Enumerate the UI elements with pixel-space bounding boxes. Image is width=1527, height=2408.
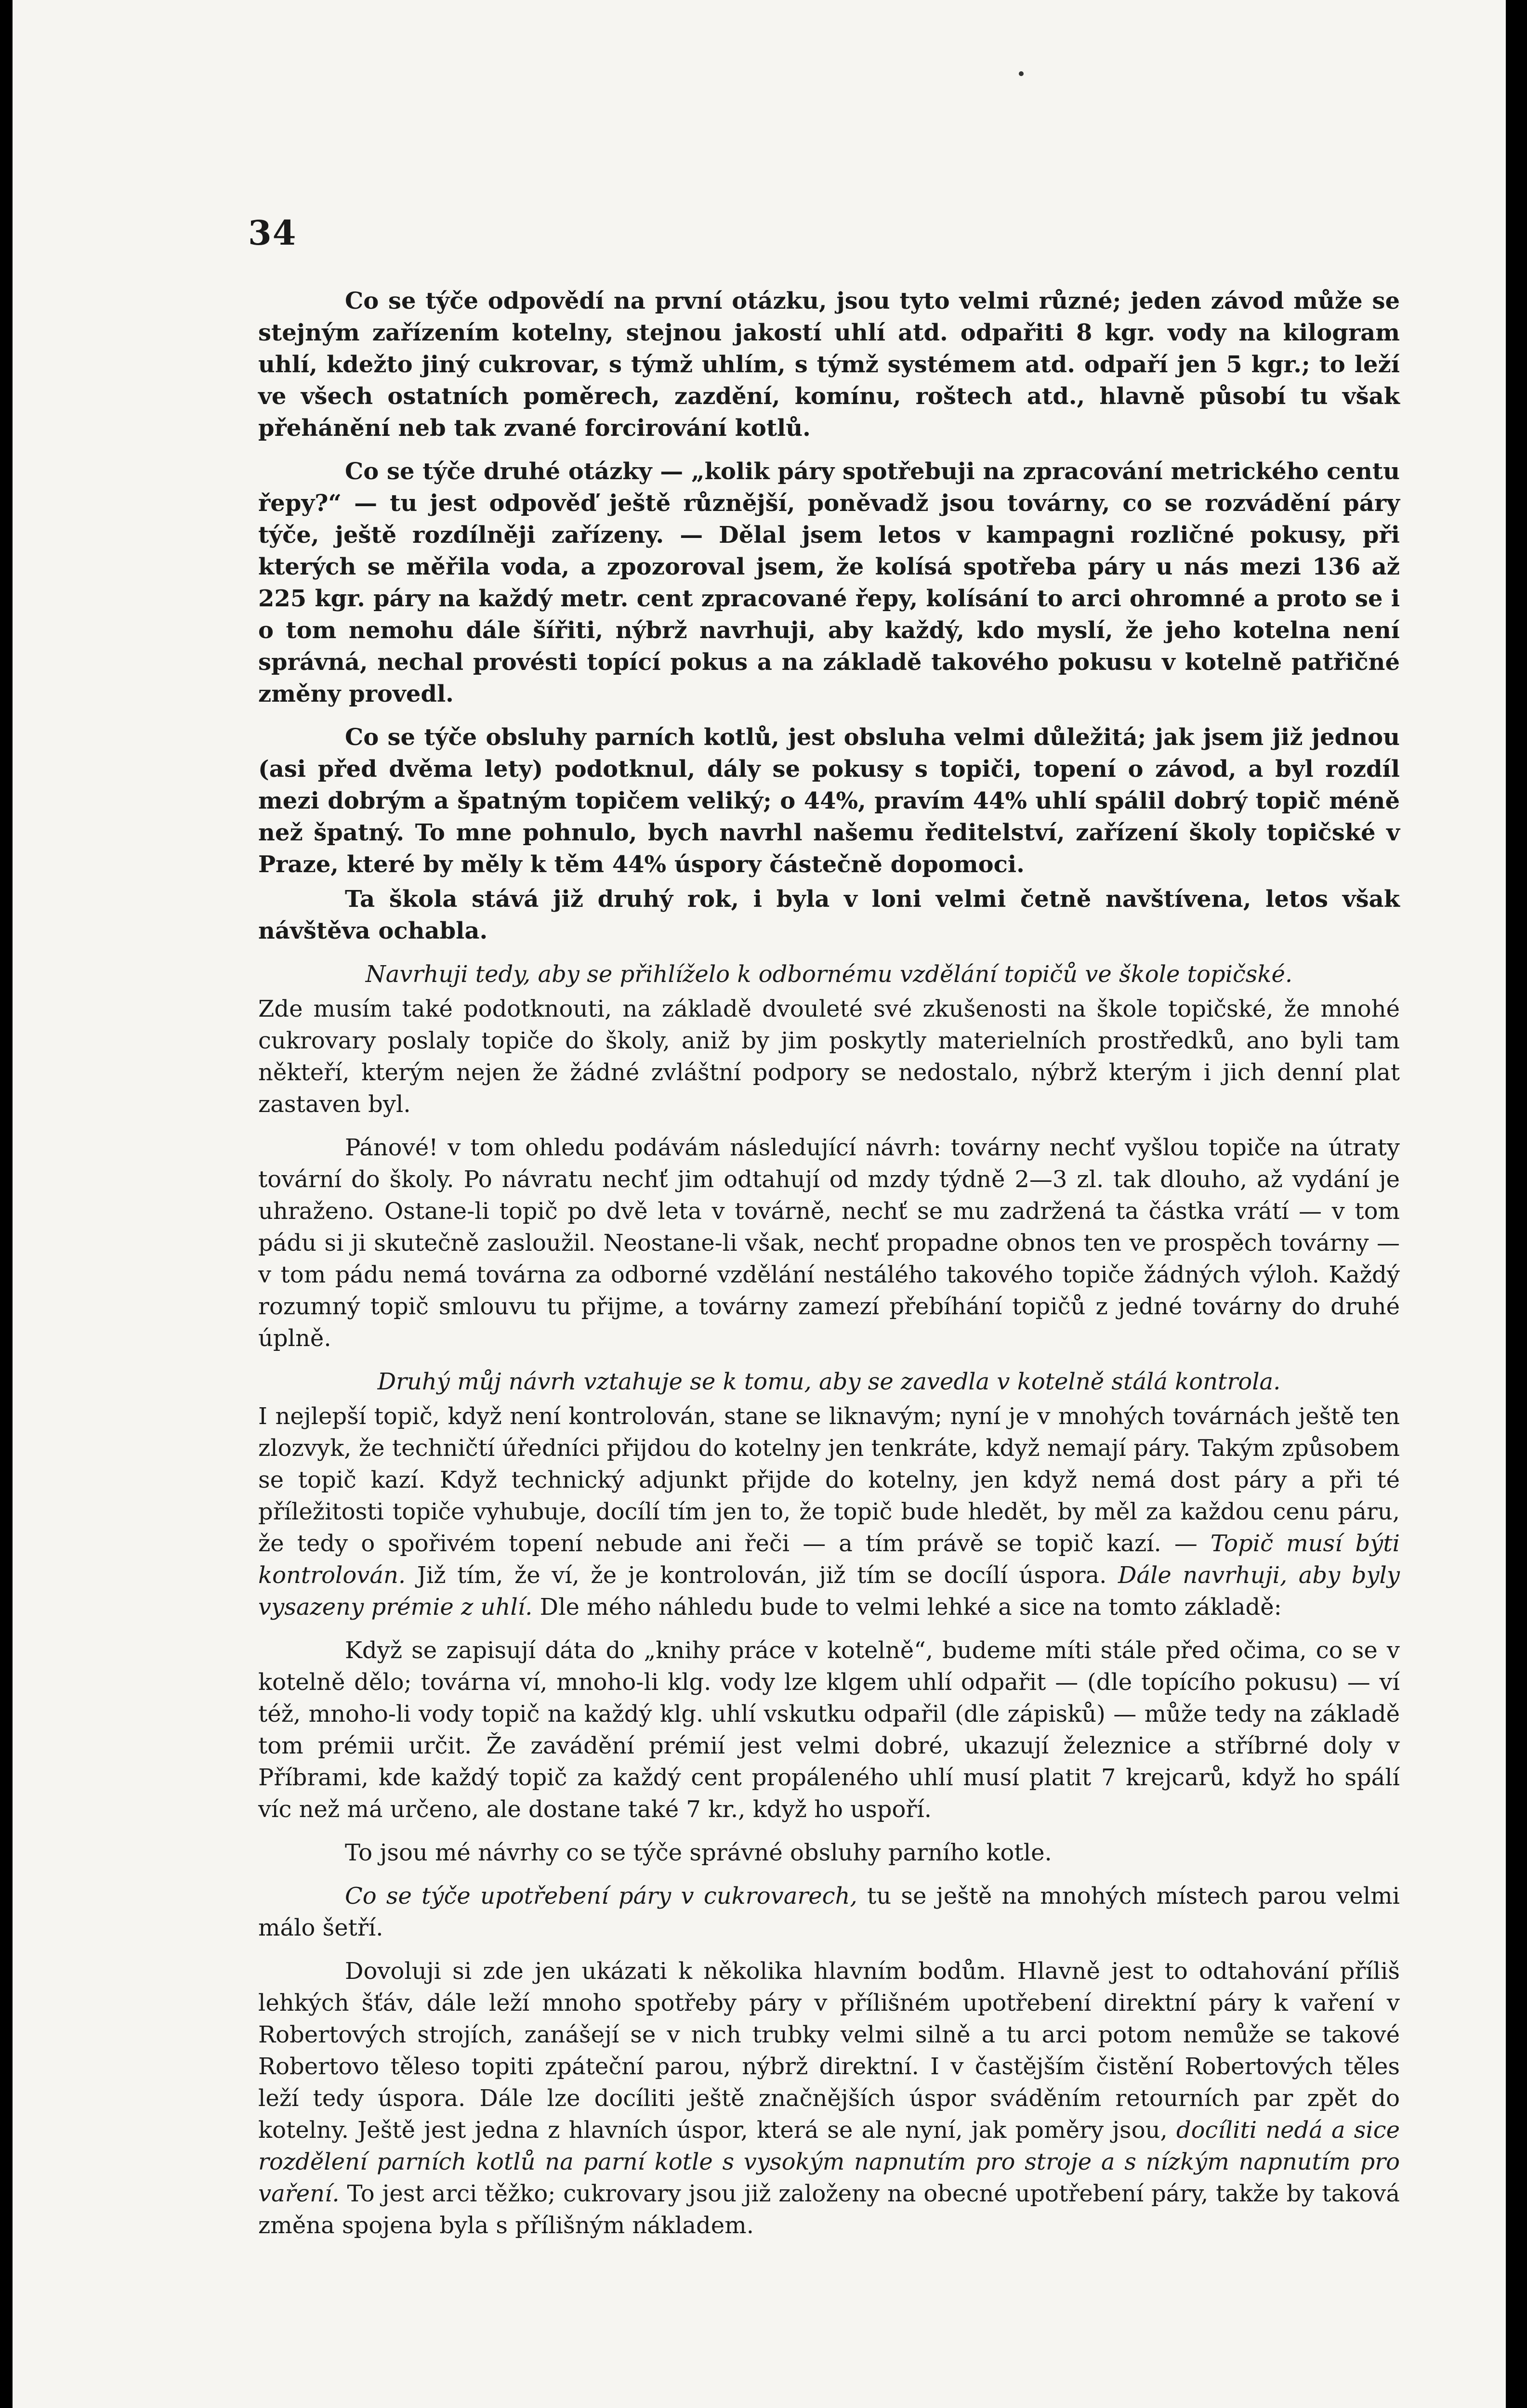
text-run: To jest arci těžko; cukrovary jsou již založeny na obecné upotřebení páry, takže by taková změna spojena byla s přílišným nákladem. <box>258 2180 1400 2239</box>
italic-text: docíliti nedá a sice rozdělení parních kotlů na parní kotle s vysokým napnutím pro stroje a s nízkým napnutím pro vaření. <box>258 2117 1400 2207</box>
paragraph <box>258 1880 1400 1944</box>
paragraph: Pánové! v tom ohledu podávám následující návrh: továrny nechť vyšlou topiče na útraty tovární do školy. Po návratu nechť jim odtahují od mzdy týdně 2—3 zl. tak dlouho, až vydání je uhraženo. Ostane-li topič po dvě leta v továrně, nechť se mu zadržená ta částka vrátí — v tom pádu si ji skutečně zasloužil. Neostane-li však, nechť propadne obnos ten ve prospěch továrny — v tom pádu nemá továrna za odborné vzdělání nestálého takového topiče žádných výloh. Každý rozumný topič smlouvu tu přijme, a továrny zamezí přebíhání topičů z jedné továrny do druhé úplně. <box>258 1134 1400 1352</box>
speck <box>1019 71 1024 76</box>
italic-text: Topič musí býti kontrolován. <box>258 1530 1400 1589</box>
paragraph <box>258 1955 1400 2241</box>
paragraph: To jsou mé návrhy co se týče správné obsluhy parního kotle. <box>345 1839 1052 1866</box>
page <box>13 0 1506 2408</box>
paragraph: Co se týče druhé otázky — „kolik páry spotřebuji na zpracování metrického centu řepy?“ — tu jest odpověď ještě různější, poněvadž jsou továrny, co se rozvádění páry týče, ještě rozdílněji zařízeny. — Dělal jsem letos v kampagni rozličné pokusy, při kterých se měřila voda, a zpozoroval jsem, že kolísá spotřeba páry u nás mezi 136 až 225 kgr. páry na každý metr. cent zpracované řepy, kolísání to arci ohromné a proto se i o tom nemohu dále šířiti, nýbrž navrhuji, aby každý, kdo myslí, že jeho kotelna není správná, nechal provésti topící pokus a na základě takového pokusu v kotelně patřičné změny provedl. <box>258 458 1400 707</box>
paragraph: Co se týče odpovědí na první otázku, jsou tyto velmi různé; jeden závod může se stejným zařízením kotelny, stejnou jakostí uhlí atd. odpařiti 8 kgr. vody na kilogram uhlí, kdežto jiný cukrovar, s týmž uhlím, s týmž systémem atd. odpaří jen 5 kgr.; to leží ve všech ostatních poměrech, zazdění, komínu, roštech atd., hlavně působí tu však přehánění neb tak zvané forcirování kotlů. <box>258 288 1400 442</box>
italic-proposal-1 <box>258 958 1400 990</box>
paragraph <box>258 1400 1400 1623</box>
italic-text: Co se týče upotřebení páry v cukrovarech, <box>345 1883 857 1910</box>
text-run: Již tím, že ví, že je kontrolován, již tím se docílí úspora. <box>406 1562 1118 1589</box>
paragraph: Co se týče obsluhy parních kotlů, jest obsluha velmi důležitá; jak jsem již jednou (asi před dvěma lety) podotknul, dály se pokusy s topiči, topení o závod, a byl rozdíl mezi dobrým a špatným topičem veliký; o 44%, pravím 44% uhlí spálil dobrý topič méně než špatný. To mne pohnulo, bych navrhl našemu ředitelství, zařízení školy topičské v Praze, které by měly k těm 44% úspory částečně dopomoci. <box>258 724 1400 878</box>
body-text <box>258 285 1400 2253</box>
paragraph: Ta škola stává již druhý rok, i byla v loni velmi četně navštívena, letos však návštěva ochabla. <box>258 886 1400 944</box>
paragraph: Když se zapisují dáta do „knihy práce v kotelně“, budeme míti stále před očima, co se v kotelně dělo; továrna ví, mnoho-li klg. vody lze klgem uhlí odpařit — (dle topícího pokusu) — ví též, mnoho-li vody topič na každý klg. uhlí vskutku odpařil (dle zápisků) — může tedy na základě tom prémii určit. Že zavádění prémií jest velmi dobré, ukazují železnice a stříbrné doly v Příbrami, kde každý topič za každý cent propáleného uhlí musí platit 7 krejcarů, když ho spálí víc než má určeno, ale dostane také 7 kr., když ho uspoří. <box>258 1637 1400 1823</box>
italic-text: Druhý můj návrh vztahuje se k tomu, aby se zavedla v kotelně stálá kontrola. <box>377 1368 1281 1395</box>
italic-text: Navrhuji tedy, aby se přihlíželo k odbornému vzdělání topičů ve škole topičské. <box>365 961 1293 988</box>
italic-proposal-2 <box>258 1366 1400 1398</box>
italic-text: Dále navrhuji, aby byly vysazeny prémie z uhlí. <box>258 1562 1400 1621</box>
text-run: tu se ještě na mnohých místech parou velmi málo šetří. <box>258 1883 1400 1941</box>
paragraph: Zde musím také podotknouti, na základě dvouleté své zkušenosti na škole topičské, že mnohé cukrovary poslaly topiče do školy, aniž by jim poskytly materielních prostředků, ano byli tam někteří, kterým nejen že žádné zvláštní podpory se nedostalo, nýbrž kterým i jich denní plat zastaven byl. <box>258 995 1400 1118</box>
text-run: Dle mého náhledu bude to velmi lehké a sice na tomto základě: <box>532 1594 1282 1621</box>
page-number: 34 <box>248 213 297 253</box>
text-run: Dovoluji si zde jen ukázati k několika hlavním bodům. Hlavně jest to odtahování příliš lehkých šťáv, dále leží mnoho spotřeby páry v přílišném upotřebení direktní páry k vaření v Robertových strojích, zanášejí se v nich trubky velmi silně a tu arci potom nemůže se takové Robertovo těleso topiti zpáteční parou, nýbrž direktní. I v častějším čistění Robertových těles leží tedy úspora. Dále lze docíliti ještě značnějších úspor sváděním retourních par zpět do kotelny. Ještě jest jedna z hlavních úspor, která se ale nyní, jak poměry jsou, <box>258 1958 1400 2144</box>
text-run: I nejlepší topič, když není kontrolován, stane se liknavým; nyní je v mnohých továrnách ještě ten zlozvyk, že techničtí úředníci přijdou do kotelny jen tenkráte, když nemají páry. Takým způsobem se topič kazí. Když technický adjunkt přijde do kotelny, jen když nemá dost páry a při té příležitosti topiče vyhubuje, docílí tím jen to, že topič bude hledět, by měl za každou cenu páru, že tedy o spořivém topení nebude ani řeči — a tím právě se topič kazí. — <box>258 1403 1400 1557</box>
